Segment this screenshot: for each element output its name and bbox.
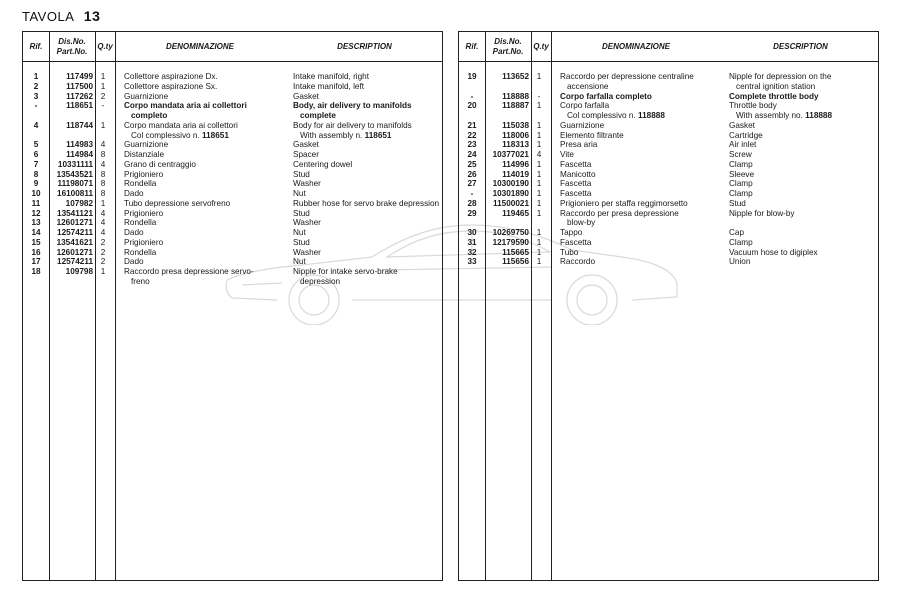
row-description: complete (300, 111, 336, 120)
row-description: Clamp (729, 189, 753, 198)
row-qty: 4 (536, 150, 542, 159)
row-denominazione: blow-by (567, 218, 596, 228)
row-qty: 1 (536, 101, 542, 111)
header-dis-no: Dis.No. (494, 36, 522, 46)
row-part-number: 118744 (66, 120, 93, 130)
row-qty: 1 (536, 198, 542, 208)
row-ref: 21 (467, 120, 477, 130)
row-description: Gasket (293, 91, 319, 101)
row-part-number: 10331111 (57, 159, 93, 169)
row-part-number: 114984 (66, 150, 93, 159)
row-ref: - (34, 101, 38, 111)
row-denominazione: Prigioniero (124, 169, 164, 179)
header-dis-no: Dis.No. (58, 36, 86, 46)
row-part-number: 10377021 (492, 150, 529, 159)
row-denominazione: Elemento filtrante (560, 130, 624, 140)
row-part-number: 119465 (502, 208, 529, 218)
row-description: Washer (293, 247, 321, 257)
row-denominazione: Raccordo per depressione centraline (560, 72, 694, 81)
row-ref: 18 (31, 267, 41, 276)
row-ref: 10 (31, 189, 41, 198)
row-denominazione: Presa aria (560, 140, 598, 150)
row-qty: 1 (100, 81, 106, 91)
row-part-number: 118651 (66, 101, 93, 111)
row-qty: 1 (100, 198, 106, 208)
row-denominazione: Dado (124, 257, 144, 267)
row-qty: 4 (100, 159, 106, 169)
row-qty: 1 (536, 140, 542, 150)
row-description: Intake manifold, left (293, 81, 364, 91)
row-part-number: 11500021 (493, 198, 529, 208)
row-ref: 24 (467, 150, 477, 159)
row-denominazione: Col complessivo n. 118888 (567, 111, 665, 120)
row-description: Union (729, 257, 751, 267)
row-qty: 1 (536, 120, 542, 130)
row-ref: 28 (467, 198, 477, 208)
row-part-number: 117499 (66, 72, 93, 81)
row-denominazione: Dado (124, 189, 144, 198)
row-description: Nut (293, 228, 306, 237)
row-part-number: 109798 (65, 267, 93, 276)
row-denominazione: Guarnizione (124, 140, 169, 150)
row-description: Nipple for depression on the (729, 72, 832, 81)
row-description: Body for air delivery to manifolds (293, 120, 412, 130)
row-ref: 9 (33, 179, 39, 189)
row-ref: 22 (467, 130, 477, 140)
row-qty: 4 (100, 140, 106, 150)
row-description: Cartridge (729, 130, 763, 140)
row-part-number: 10301890 (492, 189, 529, 198)
row-ref: 19 (467, 72, 477, 81)
row-denominazione: accensione (567, 81, 609, 91)
row-denominazione: Fascetta (560, 189, 592, 198)
row-ref: 33 (467, 257, 477, 267)
row-part-number: 117262 (66, 91, 93, 101)
header-description: DESCRIPTION (337, 41, 392, 51)
row-description: With assembly n. 118651 (300, 130, 392, 140)
row-qty: 4 (100, 218, 106, 228)
row-ref: 25 (467, 159, 477, 169)
row-description: Nipple for intake servo-brake (293, 267, 398, 276)
row-qty: 2 (100, 91, 106, 101)
row-part-number: 107982 (65, 198, 93, 208)
row-part-number: 12574211 (57, 228, 93, 237)
row-denominazione: Grano di centraggio (124, 159, 196, 169)
row-description: Clamp (729, 179, 753, 189)
row-denominazione: Collettore aspirazione Dx. (124, 72, 218, 81)
header-ref: Rif. (29, 41, 43, 51)
row-description: Body, air delivery to manifolds (293, 101, 412, 111)
row-denominazione: Dado (124, 228, 144, 237)
row-part-number: 13543521 (56, 169, 93, 179)
row-denominazione: Collettore aspirazione Sx. (124, 81, 218, 91)
row-description: Vacuum hose to digiplex (729, 247, 818, 257)
row-qty: 2 (100, 257, 106, 267)
row-part-number: 118888 (502, 91, 529, 101)
row-ref: 1 (33, 72, 39, 81)
row-ref: 7 (33, 159, 39, 169)
header-part-number (485, 32, 531, 61)
row-part-number: 115665 (502, 247, 529, 257)
row-qty: 1 (536, 257, 542, 267)
row-ref: 8 (33, 169, 39, 179)
row-denominazione: Fascetta (560, 159, 592, 169)
row-description: Gasket (293, 140, 319, 150)
row-description: Clamp (729, 237, 753, 247)
row-qty: 1 (536, 159, 542, 169)
row-qty: 4 (100, 208, 106, 218)
row-part-number: 115038 (502, 120, 529, 130)
row-denominazione: Guarnizione (124, 91, 169, 101)
row-description: Stud (729, 198, 746, 208)
row-ref: 4 (33, 120, 39, 130)
row-ref: 20 (467, 101, 477, 111)
row-denominazione: Prigioniero per staffa reggimorsetto (560, 198, 688, 208)
row-description: Nipple for blow-by (729, 208, 795, 218)
row-denominazione: Raccordo (560, 257, 596, 267)
row-description: Washer (293, 218, 321, 228)
row-ref: 16 (31, 247, 41, 257)
row-part-number: 117500 (66, 81, 93, 91)
parts-table-left (22, 31, 443, 581)
row-part-number: 13541121 (57, 208, 93, 218)
row-qty: 1 (536, 179, 542, 189)
row-ref: - (470, 189, 474, 198)
row-description: Gasket (729, 120, 755, 130)
row-part-number: 118313 (502, 140, 529, 150)
row-qty: 1 (536, 247, 542, 257)
header-ref: Rif. (465, 41, 479, 51)
row-ref: 11 (31, 198, 41, 208)
header-part-no: Part.No. (56, 46, 88, 56)
row-qty: 1 (536, 228, 542, 237)
row-denominazione: freno (131, 276, 150, 286)
page-title (22, 8, 100, 24)
row-ref: 2 (33, 81, 39, 91)
row-denominazione: Distanziale (124, 150, 165, 159)
row-ref: 3 (33, 91, 39, 101)
row-description: With assembly no. 118888 (736, 111, 833, 120)
row-qty: 1 (536, 208, 542, 218)
row-denominazione: Manicotto (560, 169, 596, 179)
row-description: Sleeve (729, 169, 755, 179)
row-denominazione: Tubo (560, 247, 579, 257)
row-denominazione: completo (131, 111, 168, 120)
row-description: Screw (729, 150, 752, 159)
row-denominazione: Tubo depressione servofreno (124, 198, 231, 208)
row-ref: 26 (467, 169, 477, 179)
row-ref: 13 (31, 218, 41, 228)
row-description: Clamp (729, 159, 753, 169)
table-number: 13 (83, 8, 101, 24)
row-part-number: 118006 (502, 130, 529, 140)
row-description: Centering dowel (293, 159, 353, 169)
row-description: Washer (293, 179, 321, 189)
row-part-number: 13541621 (56, 237, 93, 247)
row-description: Stud (293, 237, 310, 247)
row-description: Complete throttle body (729, 91, 819, 101)
row-qty: 1 (100, 120, 106, 130)
header-denominazione: DENOMINAZIONE (602, 41, 670, 51)
row-ref: 30 (467, 228, 477, 237)
row-qty: 8 (100, 189, 106, 198)
row-denominazione: Guarnizione (560, 120, 605, 130)
row-qty: 2 (100, 237, 106, 247)
row-part-number: 115656 (502, 257, 529, 267)
row-description: depression (300, 276, 341, 286)
row-description: Nut (293, 189, 306, 198)
row-denominazione: Col complessivo n. 118651 (131, 130, 229, 140)
row-ref: 6 (33, 150, 39, 159)
row-denominazione: Corpo farfalla (560, 101, 610, 111)
row-part-number: 113652 (502, 72, 529, 81)
row-ref: 32 (467, 247, 477, 257)
row-description: Nut (293, 257, 306, 267)
row-qty: 1 (536, 237, 542, 247)
row-qty: 4 (100, 228, 106, 237)
row-qty: 1 (100, 267, 106, 276)
row-description: Air inlet (729, 140, 757, 150)
row-ref: 29 (467, 208, 477, 218)
row-description: Stud (293, 208, 310, 218)
row-ref: 14 (31, 228, 41, 237)
row-part-number: 10300190 (492, 179, 529, 189)
row-denominazione: Rondella (124, 247, 157, 257)
row-qty: 2 (100, 247, 106, 257)
row-part-number: 114996 (502, 159, 529, 169)
row-denominazione: Raccordo per presa depressione (560, 208, 679, 218)
row-denominazione: Rondella (124, 218, 157, 228)
row-denominazione: Corpo farfalla completo (560, 91, 652, 101)
row-description: Throttle body (729, 101, 777, 111)
row-part-number: 12179590 (492, 237, 529, 247)
row-denominazione: Fascetta (560, 237, 592, 247)
row-part-number: 12601271 (56, 247, 93, 257)
row-part-number: 12574211 (57, 257, 93, 267)
row-qty: - (537, 91, 541, 101)
header-description: DESCRIPTION (773, 41, 828, 51)
row-denominazione: Rondella (124, 179, 157, 189)
row-qty: 8 (100, 169, 106, 179)
row-denominazione: Corpo mandata aria ai collettori (124, 101, 247, 111)
header-part-number (49, 32, 95, 61)
row-denominazione: Raccordo presa depressione servo- (124, 267, 254, 276)
row-ref: 12 (31, 208, 41, 218)
row-ref: - (470, 91, 474, 101)
row-ref: 27 (467, 179, 477, 189)
row-part-number: 114983 (66, 140, 93, 150)
row-denominazione: Fascetta (560, 179, 592, 189)
row-denominazione: Tappo (560, 228, 583, 237)
row-denominazione: Prigioniero (124, 208, 164, 218)
header-denominazione: DENOMINAZIONE (166, 41, 234, 51)
row-part-number: 11198071 (57, 179, 93, 189)
row-ref: 17 (31, 257, 41, 267)
row-qty: 8 (100, 179, 106, 189)
row-ref: 5 (33, 140, 39, 150)
row-ref: 23 (467, 140, 477, 150)
row-qty: 1 (536, 169, 542, 179)
row-description: central ignition station (736, 81, 816, 91)
row-part-number: 16100811 (57, 189, 93, 198)
row-ref: 31 (467, 237, 477, 247)
row-description: Cap (729, 228, 745, 237)
row-description: Intake manifold, right (293, 72, 370, 81)
header-qty: Q.ty (97, 41, 113, 51)
row-part-number: 12601271 (56, 218, 93, 228)
row-ref: 15 (31, 237, 41, 247)
row-description: Rubber hose for servo brake depression (293, 198, 440, 208)
parts-table-right (458, 31, 879, 581)
row-qty: 1 (536, 189, 542, 198)
page-title-label: TAVOLA (22, 9, 74, 24)
row-part-number: 114019 (502, 169, 529, 179)
row-description: Stud (293, 169, 310, 179)
header-qty: Q.ty (533, 41, 549, 51)
row-qty: 8 (100, 150, 106, 159)
row-qty: 1 (100, 72, 106, 81)
row-qty: 1 (536, 72, 542, 81)
header-part-no: Part.No. (492, 46, 524, 56)
row-part-number: 118887 (502, 101, 529, 111)
row-denominazione: Vite (560, 150, 574, 159)
row-denominazione: Prigioniero (124, 237, 164, 247)
row-denominazione: Corpo mandata aria ai collettori (124, 120, 238, 130)
row-part-number: 10269750 (492, 228, 529, 237)
row-qty: 1 (536, 130, 542, 140)
row-qty: - (101, 101, 105, 111)
row-description: Spacer (293, 150, 319, 159)
